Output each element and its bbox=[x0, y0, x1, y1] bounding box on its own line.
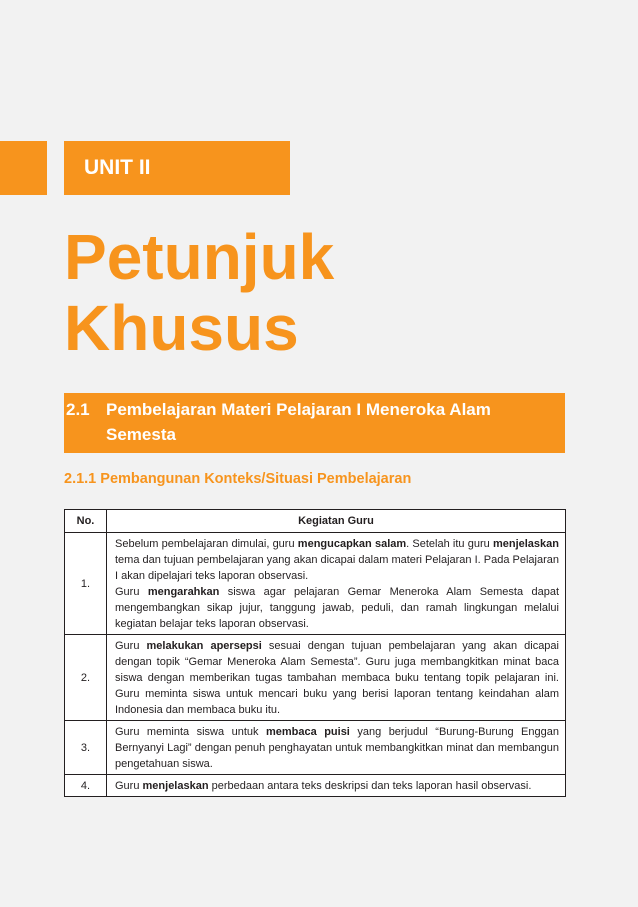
teacher-activity-table bbox=[64, 509, 566, 797]
table-row bbox=[65, 635, 566, 721]
activity-text: sesuai dengan tujuan pembelajaran yang akan dicapai dengan topik “Gemar Meneroka Alam Semesta”. Guru juga membangkitkan minat baca siswa dengan memberikan tugas tambahan membaca buku tentang topik pelajaran ini. Guru meminta siswa untuk mencari buku yang berisi laporan tentang keindahan alam Indonesia dan membaca buku itu. bbox=[115, 640, 559, 716]
activity-keyword: melakukan apersepsi bbox=[146, 640, 262, 652]
activity-paragraph bbox=[115, 536, 559, 584]
activity-text: tema dan tujuan pembelajaran yang akan dicapai dalam materi Pelajaran I. Pada Pelajaran I akan dipelajari teks laporan observasi. bbox=[115, 554, 559, 582]
page-title-line-2: Khusus bbox=[64, 292, 299, 364]
row-activity bbox=[107, 635, 566, 721]
page-title bbox=[64, 222, 334, 364]
section-number: 2.1 bbox=[66, 400, 90, 419]
activity-paragraph bbox=[115, 778, 559, 794]
activity-keyword: menjelaskan bbox=[492, 538, 559, 550]
row-activity bbox=[107, 721, 566, 775]
activity-keyword: mengucapkan salam bbox=[297, 538, 407, 550]
activity-text: siswa agar pelajaran Gemar Meneroka Alam Semesta dapat mengembangkan sikap jujur, tanggung jawab, peduli, dan ramah lingkungan melalui kegiatan belajar teks laporan observasi. bbox=[115, 586, 559, 630]
unit-accent-bar bbox=[0, 141, 47, 195]
row-activity bbox=[107, 533, 566, 635]
activity-text: Guru bbox=[115, 780, 143, 792]
column-header-no: No. bbox=[65, 510, 107, 533]
activity-text: Guru bbox=[115, 640, 147, 652]
row-activity bbox=[107, 775, 566, 797]
page-title-line-1: Petunjuk bbox=[64, 221, 335, 293]
unit-label bbox=[64, 141, 290, 195]
activity-keyword: membaca puisi bbox=[265, 726, 350, 738]
activity-keyword: menjelaskan bbox=[142, 780, 209, 792]
activity-text: . Setelah itu guru bbox=[406, 538, 493, 550]
row-number: 2. bbox=[65, 635, 107, 721]
row-number: 4. bbox=[65, 775, 107, 797]
activity-keyword: mengarahkan bbox=[147, 586, 220, 598]
activity-text: perbedaan antara teks deskripsi dan teks laporan hasil observasi. bbox=[208, 780, 532, 792]
subsection-heading: 2.1.1 Pembangunan Konteks/Situasi Pembelajaran bbox=[64, 471, 412, 487]
activity-text: Guru bbox=[115, 586, 148, 598]
activity-paragraph bbox=[115, 584, 559, 632]
table-header-row bbox=[65, 510, 566, 533]
unit-label-text: UNIT II bbox=[84, 156, 151, 179]
row-number: 1. bbox=[65, 533, 107, 635]
column-header-activity: Kegiatan Guru bbox=[107, 510, 566, 533]
table-row bbox=[65, 533, 566, 635]
section-title: Pembelajaran Materi Pelajaran I Meneroka Alam Semesta bbox=[106, 400, 491, 444]
activity-paragraph bbox=[115, 724, 559, 772]
table-body bbox=[65, 533, 566, 797]
row-number: 3. bbox=[65, 721, 107, 775]
activity-text: Sebelum pembelajaran dimulai, guru bbox=[115, 538, 298, 550]
activity-text: Guru meminta siswa untuk bbox=[115, 726, 266, 738]
table-row bbox=[65, 721, 566, 775]
table-row bbox=[65, 775, 566, 797]
activity-text: yang berjudul “Burung-Burung Enggan Bernyanyi Lagi” dengan penuh penghayatan untuk membangkitkan minat dan membangun pengetahuan siswa. bbox=[115, 726, 559, 770]
section-heading bbox=[64, 393, 565, 453]
activity-paragraph bbox=[115, 638, 559, 718]
